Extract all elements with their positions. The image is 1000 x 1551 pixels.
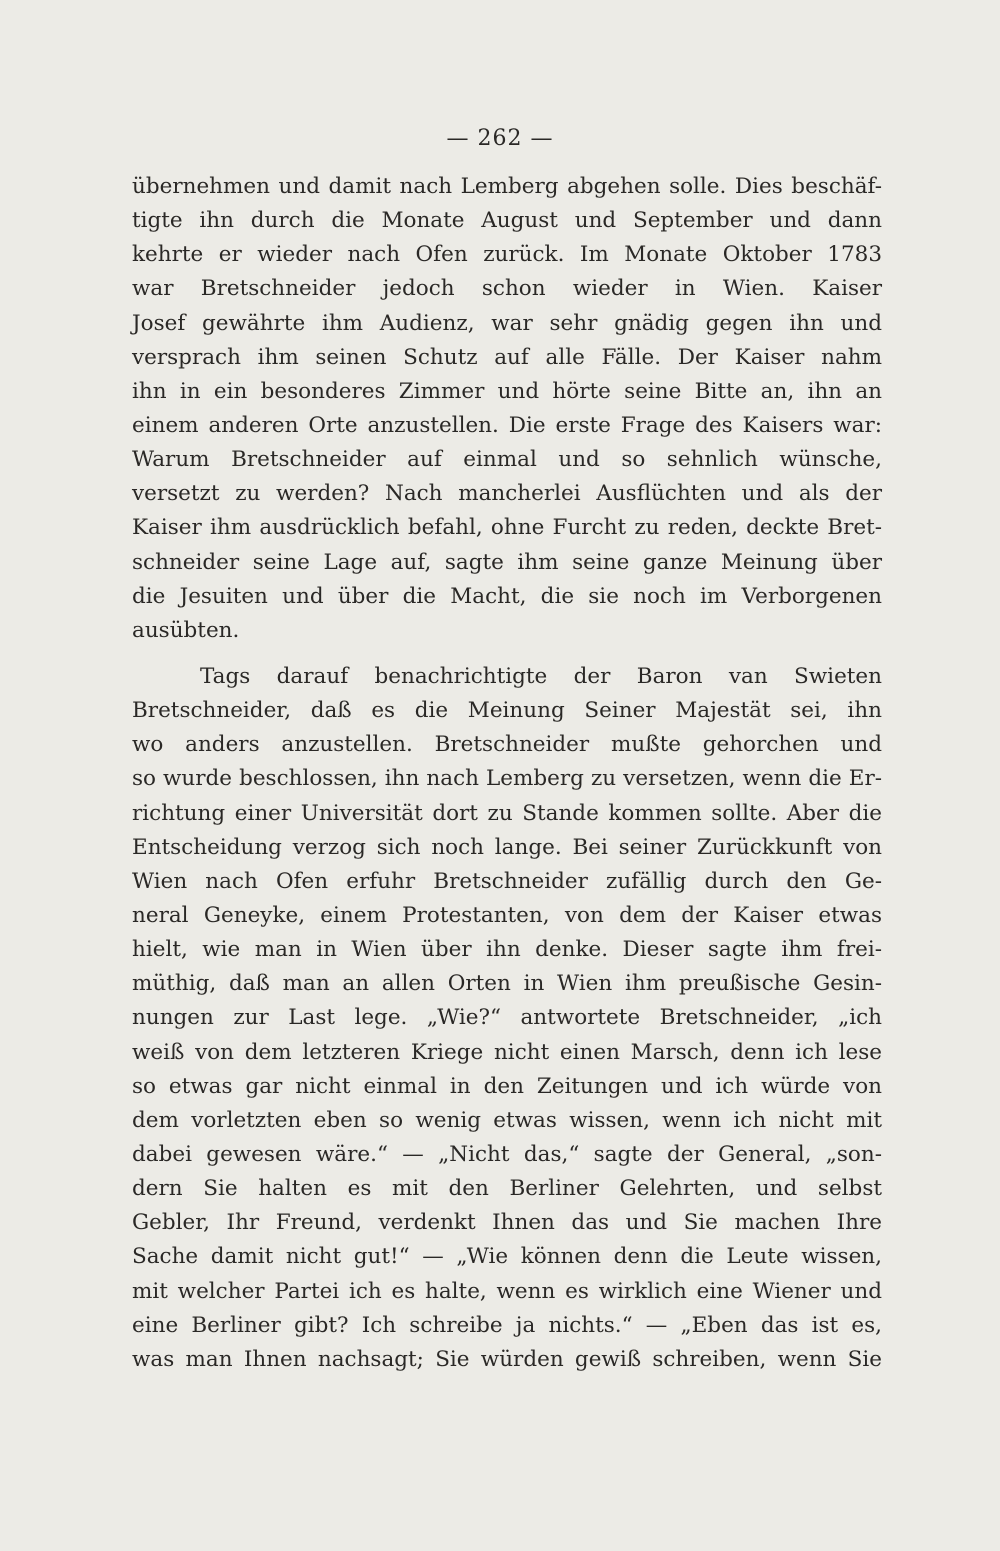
text-line: Sache damit nicht gut!“ — „Wie können denn die Leute wissen,	[132, 1244, 882, 1270]
text-line: tigte ihn durch die Monate August und September und dann	[132, 208, 882, 234]
text-line: versetzt zu werden? Nach mancherlei Ausflüchten und als der	[132, 481, 882, 507]
page-number: — 262 —	[446, 126, 554, 151]
text-line: Josef gewährte ihm Audienz, war sehr gnädig gegen ihn und	[132, 310, 882, 336]
text-line: einem anderen Orte anzustellen. Die erste Frage des Kaisers war:	[132, 412, 882, 438]
text-line: nungen zur Last lege. „Wie?“ antwortete Bretschneider, „ich	[132, 1005, 882, 1031]
body-text	[132, 170, 882, 1377]
text-line: wo anders anzustellen. Bretschneider mußte gehorchen und	[132, 732, 882, 758]
text-line: übernehmen und damit nach Lemberg abgehen solle. Dies beschäf-	[132, 174, 882, 199]
text-line: richtung einer Universität dort zu Stande kommen sollte. Aber die	[132, 800, 882, 826]
text-line: kehrte er wieder nach Ofen zurück. Im Monate Oktober 1783	[132, 242, 882, 268]
text-line: Warum Bretschneider auf einmal und so sehnlich wünsche,	[132, 447, 882, 473]
text-line: müthig, daß man an allen Orten in Wien ihm preußische Gesin-	[132, 971, 882, 997]
text-line: neral Geneyke, einem Protestanten, von dem der Kaiser etwas	[132, 902, 882, 928]
text-line: Tags darauf benachrichtigte der Baron van Swieten	[200, 663, 882, 689]
text-line: hielt, wie man in Wien über ihn denke. Dieser sagte ihm frei-	[132, 937, 882, 963]
text-line: Entscheidung verzog sich noch lange. Bei seiner Zurückkunft von	[132, 834, 882, 860]
text-line: was man Ihnen nachsagt; Sie würden gewiß schreiben, wenn Sie	[132, 1346, 882, 1372]
paragraph-gap	[132, 648, 882, 660]
text-line: versprach ihm seinen Schutz auf alle Fälle. Der Kaiser nahm	[132, 344, 882, 370]
text-line: dabei gewesen wäre.“ — „Nicht das,“ sagte der General, „son-	[132, 1141, 882, 1167]
text-line: weiß von dem letzteren Kriege nicht einen Marsch, denn ich lese	[132, 1039, 882, 1065]
text-line: Gebler, Ihr Freund, verdenkt Ihnen das und Sie machen Ihre	[132, 1210, 882, 1236]
text-line: ausübten.	[132, 617, 240, 643]
text-line: die Jesuiten und über die Macht, die sie noch im Verborgenen	[132, 583, 882, 609]
text-line: Wien nach Ofen erfuhr Bretschneider zufällig durch den Ge-	[132, 868, 882, 894]
text-line: Kaiser ihm ausdrücklich befahl, ohne Furcht zu reden, deckte Bret-	[132, 515, 882, 541]
text-line: mit welcher Partei ich es halte, wenn es wirklich eine Wiener und	[132, 1278, 882, 1304]
text-line: schneider seine Lage auf, sagte ihm seine ganze Meinung über	[132, 549, 882, 575]
text-line: dem vorletzten eben so wenig etwas wissen, wenn ich nicht mit	[132, 1107, 882, 1133]
text-line: war Bretschneider jedoch schon wieder in Wien. Kaiser	[132, 276, 882, 302]
text-line: so wurde beschlossen, ihn nach Lemberg zu versetzen, wenn die Er-	[132, 766, 882, 792]
text-line: ihn in ein besonderes Zimmer und hörte seine Bitte an, ihn an	[132, 378, 882, 404]
text-line: so etwas gar nicht einmal in den Zeitungen und ich würde von	[132, 1073, 882, 1099]
text-line: Bretschneider, daß es die Meinung Seiner Majestät sei, ihn	[132, 698, 882, 724]
text-line: eine Berliner gibt? Ich schreibe ja nichts.“ — „Eben das ist es,	[132, 1312, 882, 1338]
text-line: dern Sie halten es mit den Berliner Gelehrten, und selbst	[132, 1176, 882, 1202]
